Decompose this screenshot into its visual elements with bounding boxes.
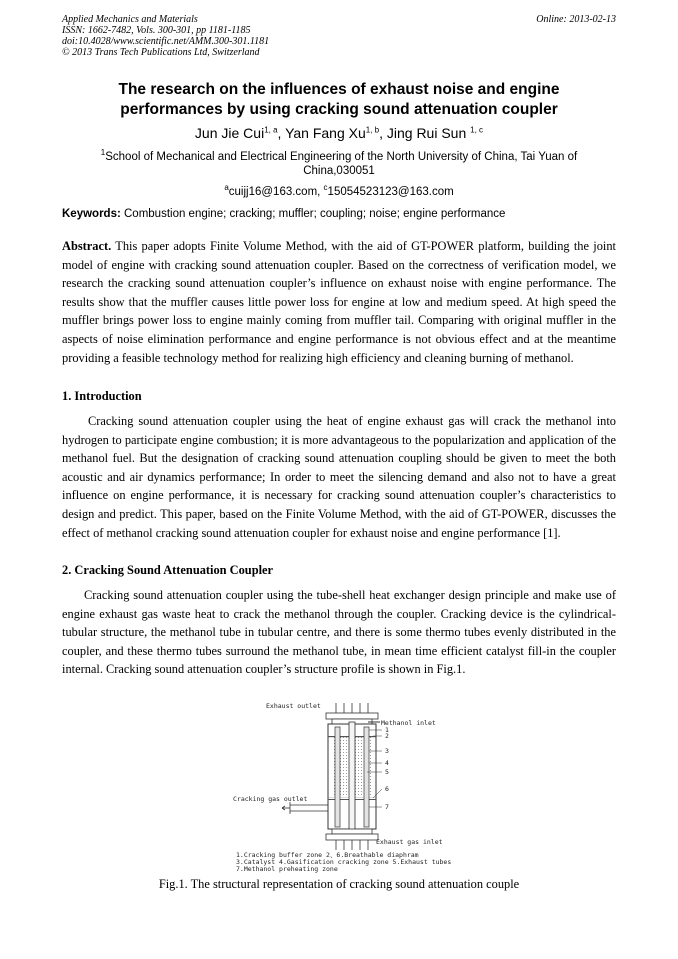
copyright-line: © 2013 Trans Tech Publications Ltd, Switzerland	[62, 47, 260, 58]
section-1-paragraph: Cracking sound attenuation coupler using the heat of engine exhaust gas will crack the methanol into hydrogen to participate engine combustion; it is more advantageous to the popularization and application of the methanol fuel. But the designation of cracking sound attenuation coupling should be given to meet the both acoustic and air dynamics performance; In order to meet the silencing demand and also not to have a great influence on engine performance, it is necessary for cracking sound attenuation coupler’s characteristics to design and predict. This paper, based on the Finite Volume Method, with the aid of GT-POWER, discusses the effect of methanol cracking sound attenuation coupler for exhaust noise and engine performance [1].	[62, 414, 616, 540]
part-number: 3	[385, 747, 389, 755]
paper-title	[62, 80, 616, 120]
bottom-flange	[326, 834, 378, 840]
affiliation	[70, 150, 608, 178]
issn-line: ISSN: 1662-7482, Vols. 300-301, pp 1181-1185	[62, 25, 251, 36]
keywords-label: Keywords:	[62, 208, 121, 220]
author-superscript: 1, c	[470, 125, 484, 135]
doi-line: doi:10.4028/www.scientific.net/AMM.300-301.1181	[62, 36, 270, 47]
section-1-heading: 1. Introduction	[62, 389, 142, 403]
abstract-text: This paper adopts Finite Volume Method, with the aid of GT-POWER platform, building the joint model of engine with cracking sound attenuation coupler. Based on the correctness of verification model, we research the cracking sound attenuation coupler’s influence on exhaust noise with engine performance. The results show that the muffler causes little power loss for engine at low and medium speed. At high speed the muffler brings power loss to engine mainly coming from muffler tail. Comparing with original muffler in the aspects of noise elimination performance and engine performance is not obvious effect and at the meantime providing a feasible technology method for realizing high efficiency and cleaning burning of methanol.	[62, 239, 616, 365]
author-superscript: 1, b	[365, 125, 380, 135]
inlet-arrows	[336, 840, 368, 850]
author-emails	[62, 185, 616, 199]
author-separator: ,	[277, 125, 286, 141]
methanol-tube	[349, 722, 355, 830]
section-2-heading: 2. Cracking Sound Attenuation Coupler	[62, 563, 274, 577]
cracking-gas-outlet-label: Cracking gas outlet	[233, 795, 308, 803]
figure-caption: Fig.1. The structural representation of cracking sound attenuation couple	[158, 877, 520, 891]
figure-legend-line-3: 7.Methanol preheating zone	[236, 865, 338, 873]
title-line-1: The research on the influences of exhaust noise and engine	[118, 81, 560, 98]
part-number: 6	[385, 785, 389, 793]
part-number: 1	[385, 726, 389, 734]
part-number: 5	[385, 768, 389, 776]
exhaust-gas-inlet-label: Exhaust gas inlet	[376, 838, 443, 846]
part-number: 2	[385, 732, 389, 740]
outlet-arrows	[336, 703, 368, 713]
figure-legend-line-2: 3.Catalyst 4.Gasification cracking zone 5.Exhaust tubes	[236, 858, 452, 866]
abstract	[62, 237, 616, 367]
author-name: Jing Rui Sun	[386, 125, 471, 141]
affiliation-text: School of Mechanical and Electrical Engineering of the North University of China, Tai Yuan of China,030051	[105, 151, 578, 177]
bottom-cap	[332, 829, 372, 834]
methanol-inlet-label: Methanol inlet	[381, 719, 436, 727]
author-name: Jun Jie Cui	[194, 125, 265, 141]
keywords-text: Combustion engine; cracking; muffler; coupling; noise; engine performance	[120, 208, 506, 220]
keywords	[62, 207, 616, 221]
author-list	[62, 124, 616, 142]
figure-1	[228, 697, 488, 873]
figure-legend-line-1: 1.Cracking buffer zone 2、6.Breathable diaphram	[236, 851, 419, 859]
email-c[interactable]: 15054523123@163.com	[327, 186, 454, 198]
cracking-gas-outlet-pipe	[282, 802, 328, 814]
email-a-superscript: a	[224, 183, 229, 193]
journal-header	[62, 14, 616, 58]
part-number: 7	[385, 803, 389, 811]
email-a[interactable]: cuijj16@163.com,	[228, 186, 324, 198]
coupler-diagram	[228, 697, 488, 869]
exhaust-outlet-label: Exhaust outlet	[266, 702, 321, 710]
online-date: Online: 2013-02-13	[536, 14, 616, 25]
section-2-paragraph: Cracking sound attenuation coupler using the tube-shell heat exchanger design principle and make use of engine exhaust gas waste heat to crack the methanol through the coupler. Cracking device is the cylindrical-tubular structure, the methanol tube in tubular centre, and there is some thermo tubes evenly distributed in the coupler, and these thermo tubes surround the methanol tube, in mean time efficient catalyst fill-in the coupler internal. Cracking sound attenuation coupler’s structure profile is shown in Fig.1.	[62, 588, 616, 677]
author-separator: ,	[379, 125, 387, 141]
part-number: 4	[385, 759, 389, 767]
affiliation-superscript: 1	[100, 148, 106, 158]
author-superscript: 1, a	[264, 125, 278, 135]
email-c-superscript: c	[323, 183, 328, 193]
title-line-2: performances by using cracking sound attenuation coupler	[120, 101, 558, 118]
author-name: Yan Fang Xu	[285, 125, 366, 141]
top-flange	[326, 713, 378, 719]
journal-name: Applied Mechanics and Materials	[62, 14, 198, 25]
abstract-label: Abstract.	[62, 239, 112, 253]
